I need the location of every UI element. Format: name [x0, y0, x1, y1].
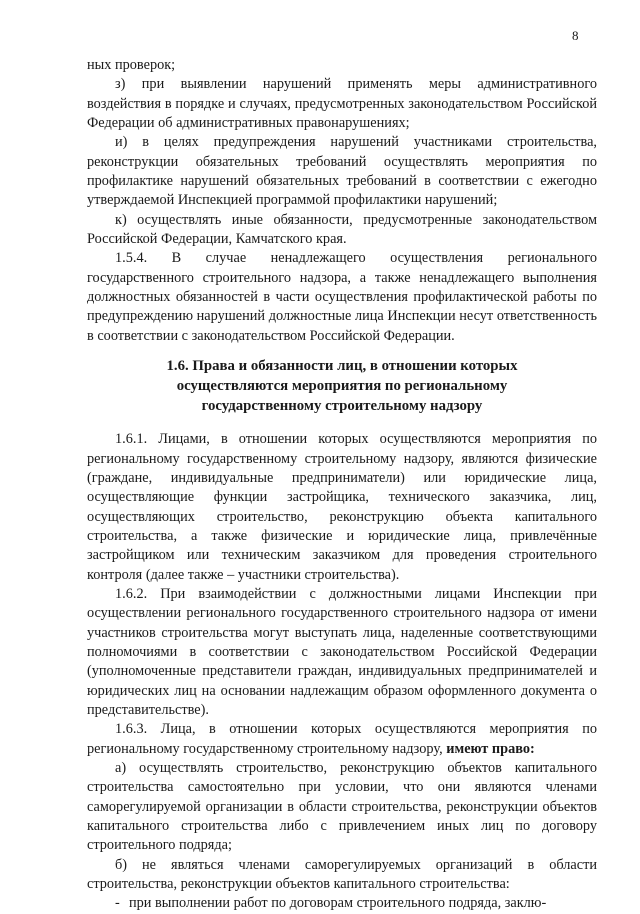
paragraph-item-i: и) в целях предупреждения нарушений участниками строительства, реконструкции обязательных требований осуществлять мероприятия по профилактике нарушений обязательных требований в соответствии с ежегодно утверждаемой Инспекцией программой профилактики нарушений;: [87, 134, 597, 209]
paragraph: ных проверок;: [87, 57, 176, 73]
dash-list-item: [87, 894, 597, 913]
paragraph-1-6-3-emphasis: имеют право:: [446, 740, 535, 757]
section-heading: 1.6. Права и обязанности лиц, в отношении которых осуществляются мероприятия по региональному государственному строительному надзору: [166, 358, 518, 415]
paragraph-item-k: к) осуществлять иные обязанности, предусмотренные законодательством Российской Федерации, Камчатского края.: [87, 211, 597, 248]
right-item-a: а) осуществлять строительство, реконструкцию объектов капитального строительства самостоятельно при условии, что они являются членами саморегулируемой организации в области строительства, реконструкции объектов капитального строительства либо с привлечением иных лиц по договору строительного подряда;: [87, 760, 597, 854]
paragraph-1-6-1: 1.6.1. Лицами, в отношении которых осуществляются мероприятия по региональному государственному строительному надзору, являются физические (граждане, индивидуальные предприниматели) или юридические лица, осуществляющие функции застройщика, технического заказчика, лиц, осуществляющих строительство, реконструкцию объекта капитального строительства, а также физические и юридические лица, привлечённые застройщиком или техническим заказчиком для проведения строительного контроля (далее также – участники строительства).: [87, 431, 597, 583]
paragraph-1-6-2: 1.6.2. При взаимодействии с должностными лицами Инспекции при осуществлении регионального государственного строительного надзора от имени участников строительства могут выступать лица, наделенные соответствующими полномочиями в соответствии с законодательством Российской Федерации (уполномоченные представители граждан, индивидуальных предпринимателей и юридических лиц на основании надлежащим образом оформленного документа о представительстве).: [87, 585, 597, 718]
page-number: 8: [572, 28, 579, 43]
document-body: [87, 56, 597, 914]
paragraph-1-6-3-text: 1.6.3. Лица, в отношении которых осуществляются мероприятия по региональному государственному строительному надзору,: [87, 721, 597, 757]
right-item-b: б) не являться членами саморегулируемых организаций в области строительства, реконструкции объектов капитального строительства:: [87, 856, 597, 893]
paragraph-1-6-3: [87, 720, 597, 759]
paragraph-1-5-4: 1.5.4. В случае ненадлежащего осуществления регионального государственного строительного надзора, а также ненадлежащего выполнения должностных обязанностей в части осуществления профилактической работы по предупреждению нарушений должностные лица Инспекции несут ответственность в соответствии с законодательством Российской Федерации.: [87, 250, 597, 344]
dash-bullet: -: [115, 895, 120, 912]
paragraph-item-z: з) при выявлении нарушений применять меры административного воздействия в порядке и случаях, предусмотренных законодательством Российской Федерации об административных правонарушениях;: [87, 76, 597, 132]
dash-list-item-text: при выполнении работ по договорам строительного подряда, заклю-: [129, 895, 547, 912]
